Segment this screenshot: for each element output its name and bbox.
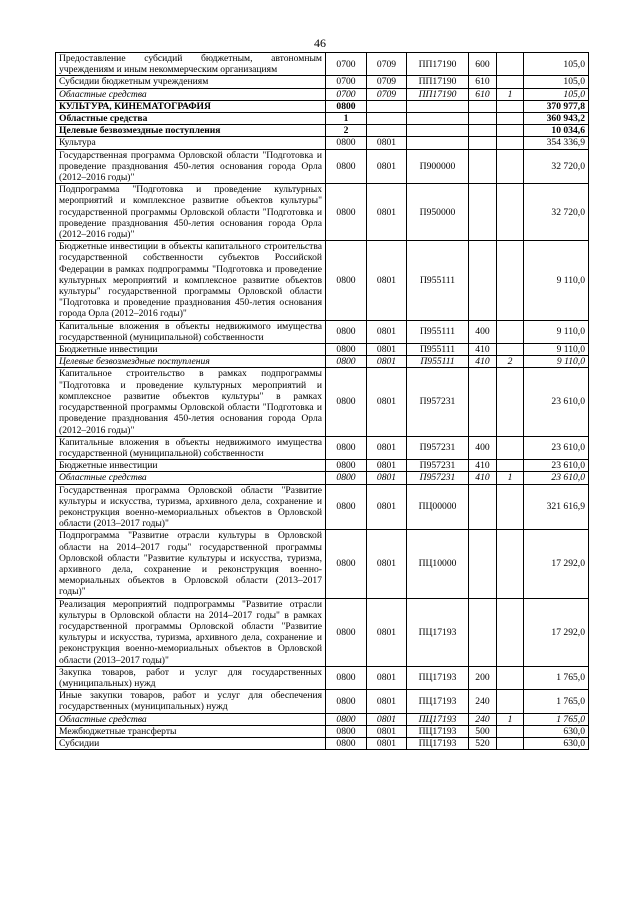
row-subsection-cell: 0801: [367, 184, 407, 241]
row-amount-cell: 105,0: [524, 53, 589, 76]
table-row: [56, 530, 589, 598]
row-section-cell: 0800: [326, 690, 367, 713]
row-name-cell: Областные средства: [56, 88, 326, 100]
row-name-cell: Иные закупки товаров, работ и услуг для обеспечения государственных (муниципальных) нужд: [56, 690, 326, 713]
row-target-code-cell: ПЦ17193: [407, 690, 469, 713]
row-source-cell: [497, 436, 524, 459]
row-expense-type-cell: [469, 113, 497, 125]
row-target-code-cell: П950000: [407, 184, 469, 241]
row-subsection-cell: 0801: [367, 530, 407, 598]
row-source-cell: [497, 100, 524, 112]
row-target-code-cell: ПЦ17193: [407, 713, 469, 725]
row-subsection-cell: 0801: [367, 344, 407, 356]
row-source-cell: 1: [497, 713, 524, 725]
row-name-cell: Предоставление субсидий бюджетным, автономным учреждениям и иным некоммерческим организациям: [56, 53, 326, 76]
row-subsection-cell: 0801: [367, 149, 407, 184]
row-amount-cell: 32 720,0: [524, 149, 589, 184]
table-row: [56, 137, 589, 149]
row-amount-cell: 9 110,0: [524, 241, 589, 320]
row-name-cell: Капитальные вложения в объекты недвижимого имущества государственной (муниципальной) собственности: [56, 320, 326, 343]
row-target-code-cell: ПП17190: [407, 76, 469, 88]
table-row: [56, 100, 589, 112]
row-section-cell: 0700: [326, 88, 367, 100]
row-subsection-cell: 0801: [367, 598, 407, 666]
row-expense-type-cell: 610: [469, 88, 497, 100]
row-section-cell: 0800: [326, 100, 367, 112]
row-section-cell: 0800: [326, 598, 367, 666]
row-section-cell: 0800: [326, 137, 367, 149]
row-section-cell: 0800: [326, 368, 367, 436]
row-subsection-cell: [367, 113, 407, 125]
row-expense-type-cell: 410: [469, 356, 497, 368]
row-expense-type-cell: 610: [469, 76, 497, 88]
row-subsection-cell: 0801: [367, 472, 407, 484]
row-name-cell: Реализация мероприятий подпрограммы "Развитие отрасли культуры в Орловской области на 2014–2017 годы" в рамках государственной программы Орловской области "Развитие культуры и искусства, туризма, архивного дела, сохранение и реконструкция военно-мемориальных объектов в Орловской области (2013–2017 годы)": [56, 598, 326, 666]
table-row: [56, 484, 589, 530]
row-amount-cell: 23 610,0: [524, 436, 589, 459]
row-target-code-cell: [407, 137, 469, 149]
row-amount-cell: 23 610,0: [524, 472, 589, 484]
table-row: [56, 53, 589, 76]
row-section-cell: 0700: [326, 76, 367, 88]
row-section-cell: 0800: [326, 460, 367, 472]
row-name-cell: Областные средства: [56, 113, 326, 125]
row-source-cell: [497, 320, 524, 343]
table-row: [56, 356, 589, 368]
row-target-code-cell: П955111: [407, 344, 469, 356]
budget-table: [55, 52, 589, 750]
row-section-cell: 0800: [326, 320, 367, 343]
row-subsection-cell: 0709: [367, 53, 407, 76]
row-name-cell: Бюджетные инвестиции: [56, 344, 326, 356]
row-section-cell: 0800: [326, 530, 367, 598]
row-amount-cell: 360 943,2: [524, 113, 589, 125]
table-row: [56, 113, 589, 125]
row-expense-type-cell: [469, 241, 497, 320]
row-subsection-cell: 0801: [367, 320, 407, 343]
row-target-code-cell: ПЦ00000: [407, 484, 469, 530]
table-row: [56, 472, 589, 484]
row-target-code-cell: П957231: [407, 472, 469, 484]
row-source-cell: [497, 460, 524, 472]
row-section-cell: 0800: [326, 737, 367, 749]
row-target-code-cell: П900000: [407, 149, 469, 184]
row-section-cell: 2: [326, 125, 367, 137]
table-row: [56, 436, 589, 459]
row-section-cell: 0800: [326, 356, 367, 368]
row-section-cell: 0800: [326, 241, 367, 320]
row-amount-cell: 23 610,0: [524, 460, 589, 472]
row-amount-cell: 1 765,0: [524, 666, 589, 689]
row-subsection-cell: 0801: [367, 356, 407, 368]
row-subsection-cell: 0801: [367, 368, 407, 436]
row-amount-cell: 105,0: [524, 76, 589, 88]
row-target-code-cell: П955111: [407, 356, 469, 368]
row-expense-type-cell: 410: [469, 472, 497, 484]
row-amount-cell: 17 292,0: [524, 530, 589, 598]
row-target-code-cell: ПЦ17193: [407, 666, 469, 689]
row-target-code-cell: ПЦ17193: [407, 725, 469, 737]
row-name-cell: Бюджетные инвестиции в объекты капитального строительства государственной собственности субъектов Российской Федерации в рамках подпрограммы "Подготовка и проведение культурных мероприятий и комплексное развитие объектов культуры" государственной программы Орловской области "Подготовка и проведение празднования 450-летия основания города Орла (2012–2016 годы)": [56, 241, 326, 320]
row-name-cell: Субсидии бюджетным учреждениям: [56, 76, 326, 88]
row-source-cell: 2: [497, 356, 524, 368]
row-amount-cell: 10 034,6: [524, 125, 589, 137]
row-target-code-cell: ПЦ10000: [407, 530, 469, 598]
row-expense-type-cell: [469, 484, 497, 530]
row-source-cell: [497, 598, 524, 666]
row-amount-cell: 1 765,0: [524, 713, 589, 725]
row-subsection-cell: [367, 100, 407, 112]
row-section-cell: 0800: [326, 149, 367, 184]
row-subsection-cell: [367, 125, 407, 137]
row-target-code-cell: [407, 113, 469, 125]
row-expense-type-cell: [469, 368, 497, 436]
row-name-cell: Капитальное строительство в рамках подпрограммы "Подготовка и проведение культурных мероприятий и комплексное развитие объектов культуры" в рамках государственной программы Орловской области "Подготовка и проведение празднования 450-летия основания города Орла (2012–2016 годы)": [56, 368, 326, 436]
row-expense-type-cell: [469, 149, 497, 184]
table-row: [56, 368, 589, 436]
row-target-code-cell: П955111: [407, 241, 469, 320]
row-expense-type-cell: [469, 137, 497, 149]
row-target-code-cell: ПП17190: [407, 88, 469, 100]
row-subsection-cell: 0801: [367, 690, 407, 713]
table-row: [56, 690, 589, 713]
row-name-cell: Капитальные вложения в объекты недвижимого имущества государственной (муниципальной) собственности: [56, 436, 326, 459]
table-row: [56, 125, 589, 137]
row-source-cell: [497, 53, 524, 76]
row-expense-type-cell: [469, 530, 497, 598]
row-source-cell: [497, 113, 524, 125]
table-row: [56, 460, 589, 472]
row-subsection-cell: 0801: [367, 436, 407, 459]
row-amount-cell: 9 110,0: [524, 344, 589, 356]
row-amount-cell: 23 610,0: [524, 368, 589, 436]
row-amount-cell: 370 977,8: [524, 100, 589, 112]
row-name-cell: Целевые безвозмездные поступления: [56, 125, 326, 137]
row-target-code-cell: [407, 100, 469, 112]
row-source-cell: [497, 125, 524, 137]
row-expense-type-cell: 400: [469, 320, 497, 343]
row-expense-type-cell: 400: [469, 436, 497, 459]
row-target-code-cell: [407, 125, 469, 137]
table-row: [56, 241, 589, 320]
row-source-cell: 1: [497, 88, 524, 100]
row-source-cell: [497, 137, 524, 149]
table-row: [56, 149, 589, 184]
row-expense-type-cell: [469, 100, 497, 112]
row-subsection-cell: 0801: [367, 725, 407, 737]
row-expense-type-cell: 240: [469, 713, 497, 725]
table-row: [56, 76, 589, 88]
row-section-cell: 0800: [326, 436, 367, 459]
row-name-cell: Государственная программа Орловской области "Развитие культуры и искусства, туризма, архивного дела, сохранение и реконструкция военно-мемориальных объектов в Орловской области (2013–2017 годы)": [56, 484, 326, 530]
row-amount-cell: 354 336,9: [524, 137, 589, 149]
row-name-cell: Культура: [56, 137, 326, 149]
row-source-cell: [497, 690, 524, 713]
row-target-code-cell: ПП17190: [407, 53, 469, 76]
row-source-cell: [497, 368, 524, 436]
row-amount-cell: 321 616,9: [524, 484, 589, 530]
row-subsection-cell: 0801: [367, 137, 407, 149]
row-source-cell: [497, 241, 524, 320]
row-source-cell: [497, 344, 524, 356]
row-subsection-cell: 0801: [367, 713, 407, 725]
row-section-cell: 0800: [326, 472, 367, 484]
row-name-cell: Закупка товаров, работ и услуг для государственных (муниципальных) нужд: [56, 666, 326, 689]
row-expense-type-cell: [469, 184, 497, 241]
table-row: [56, 713, 589, 725]
row-name-cell: Субсидии: [56, 737, 326, 749]
row-source-cell: [497, 149, 524, 184]
row-expense-type-cell: [469, 598, 497, 666]
row-amount-cell: 9 110,0: [524, 320, 589, 343]
row-section-cell: 0800: [326, 666, 367, 689]
page-number: 46: [314, 36, 326, 50]
row-amount-cell: 32 720,0: [524, 184, 589, 241]
row-name-cell: Подпрограмма "Развитие отрасли культуры в Орловской области на 2014–2017 годы" государственной программы Орловской области "Развитие культуры и искусства, туризма, архивного дела, сохранение и реконструкция военно-мемориальных объектов в Орловской области (2013–2017 годы)": [56, 530, 326, 598]
row-name-cell: Государственная программа Орловской области "Подготовка и проведение празднования 450-летия основания города Орла (2012–2016 годы)": [56, 149, 326, 184]
table-row: [56, 737, 589, 749]
table-row: [56, 344, 589, 356]
row-source-cell: [497, 737, 524, 749]
row-expense-type-cell: 200: [469, 666, 497, 689]
row-subsection-cell: 0801: [367, 484, 407, 530]
row-subsection-cell: 0801: [367, 241, 407, 320]
row-name-cell: Подпрограмма "Подготовка и проведение культурных мероприятий и комплексное развитие объектов культуры" государственной программы Орловской области "Подготовка и проведение празднования 450-летия основания города Орла (2012–2016 годы)": [56, 184, 326, 241]
row-subsection-cell: 0709: [367, 88, 407, 100]
row-name-cell: КУЛЬТУРА, КИНЕМАТОГРАФИЯ: [56, 100, 326, 112]
row-subsection-cell: 0801: [367, 460, 407, 472]
row-amount-cell: 630,0: [524, 725, 589, 737]
table-row: [56, 320, 589, 343]
row-section-cell: 0700: [326, 53, 367, 76]
row-section-cell: 0800: [326, 725, 367, 737]
table-row: [56, 598, 589, 666]
row-target-code-cell: П957231: [407, 436, 469, 459]
row-expense-type-cell: 240: [469, 690, 497, 713]
row-target-code-cell: ПЦ17193: [407, 598, 469, 666]
row-section-cell: 0800: [326, 484, 367, 530]
row-expense-type-cell: 520: [469, 737, 497, 749]
table-row: [56, 725, 589, 737]
row-source-cell: [497, 530, 524, 598]
row-source-cell: 1: [497, 472, 524, 484]
row-expense-type-cell: [469, 125, 497, 137]
row-section-cell: 0800: [326, 713, 367, 725]
row-subsection-cell: 0801: [367, 666, 407, 689]
row-expense-type-cell: 410: [469, 344, 497, 356]
row-subsection-cell: 0709: [367, 76, 407, 88]
table-row: [56, 666, 589, 689]
row-name-cell: Бюджетные инвестиции: [56, 460, 326, 472]
row-target-code-cell: ПЦ17193: [407, 737, 469, 749]
row-name-cell: Областные средства: [56, 472, 326, 484]
row-expense-type-cell: 500: [469, 725, 497, 737]
row-amount-cell: 1 765,0: [524, 690, 589, 713]
row-amount-cell: 105,0: [524, 88, 589, 100]
table-row: [56, 184, 589, 241]
row-expense-type-cell: 410: [469, 460, 497, 472]
row-section-cell: 0800: [326, 344, 367, 356]
row-target-code-cell: П955111: [407, 320, 469, 343]
row-section-cell: 1: [326, 113, 367, 125]
row-name-cell: Областные средства: [56, 713, 326, 725]
row-expense-type-cell: 600: [469, 53, 497, 76]
row-source-cell: [497, 184, 524, 241]
row-source-cell: [497, 484, 524, 530]
row-source-cell: [497, 666, 524, 689]
row-amount-cell: 9 110,0: [524, 356, 589, 368]
row-section-cell: 0800: [326, 184, 367, 241]
row-source-cell: [497, 725, 524, 737]
row-target-code-cell: П957231: [407, 368, 469, 436]
table-row: [56, 88, 589, 100]
row-amount-cell: 17 292,0: [524, 598, 589, 666]
budget-table-body: [56, 53, 589, 750]
row-subsection-cell: 0801: [367, 737, 407, 749]
row-source-cell: [497, 76, 524, 88]
row-name-cell: Целевые безвозмездные поступления: [56, 356, 326, 368]
row-target-code-cell: П957231: [407, 460, 469, 472]
row-name-cell: Межбюджетные трансферты: [56, 725, 326, 737]
row-amount-cell: 630,0: [524, 737, 589, 749]
